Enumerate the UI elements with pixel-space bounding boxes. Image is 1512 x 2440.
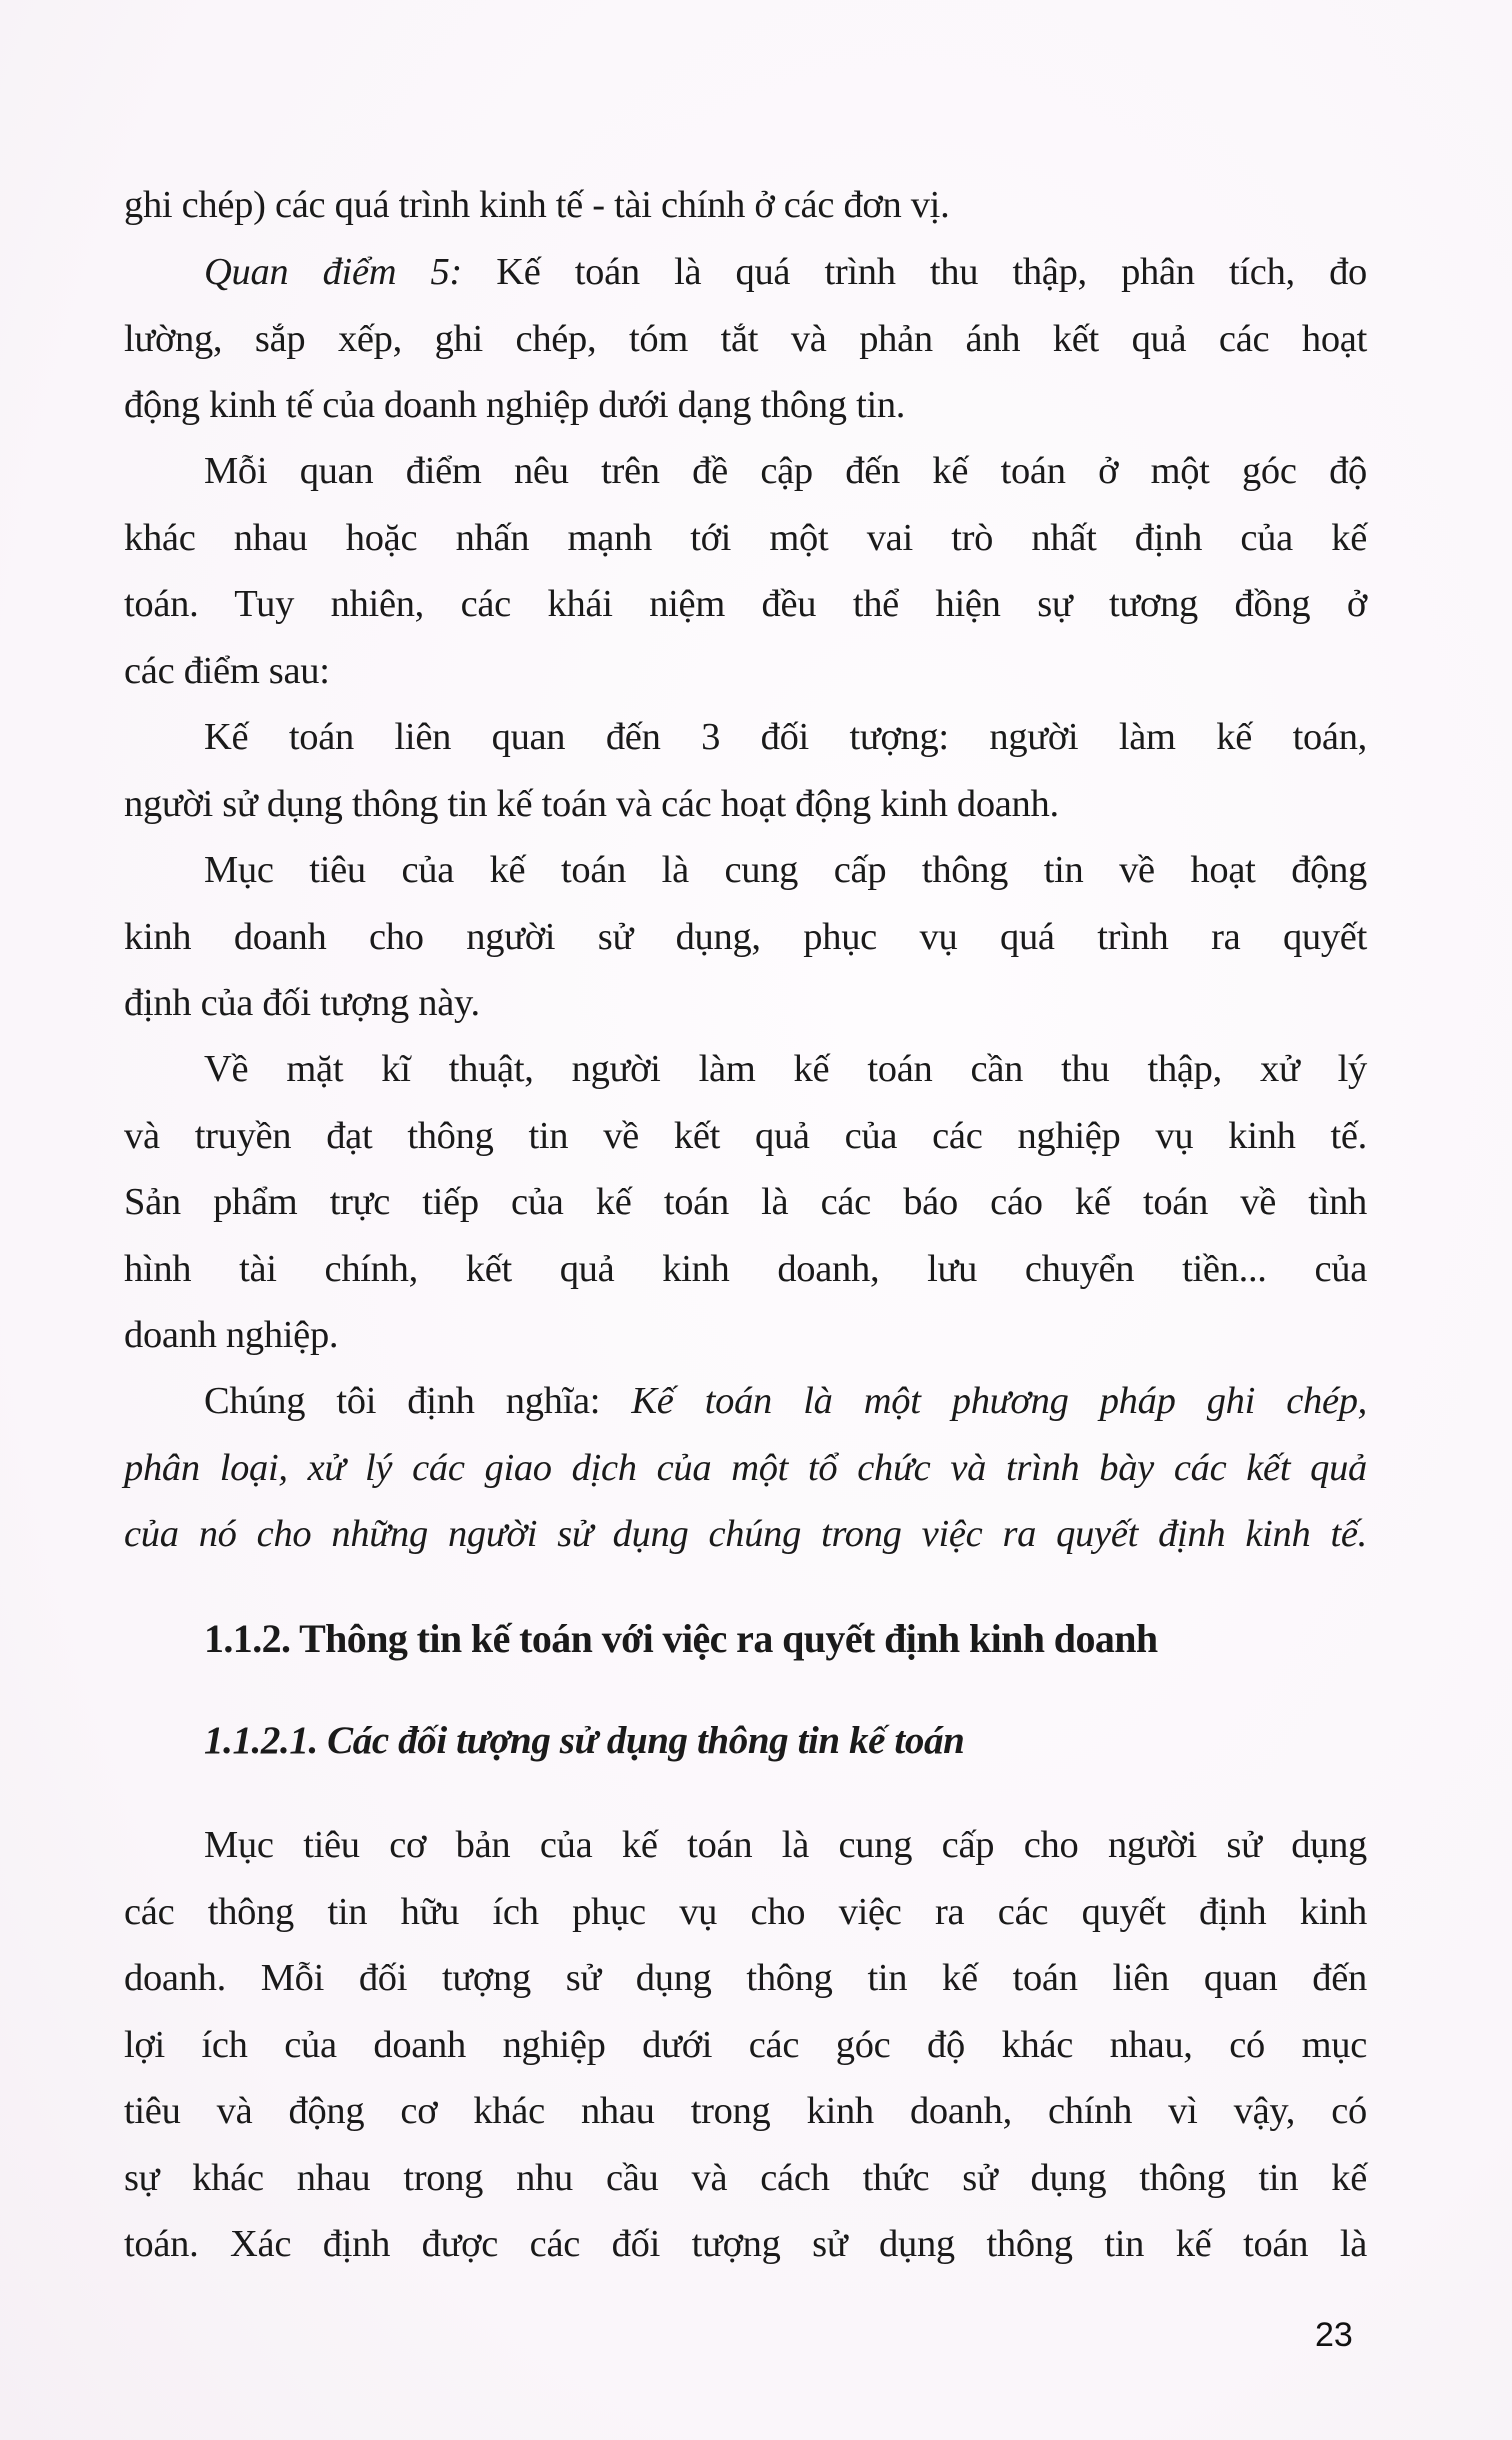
text-line: người sử dụng thông tin kế toán và các hoạt động kinh doanh.	[124, 782, 1059, 825]
paragraph-technical	[124, 1036, 1367, 1369]
text-line: động kinh tế của doanh nghiệp dưới dạng thông tin.	[124, 384, 906, 426]
text-line: và truyền đạt thông tin về kết quả của các nghiệp vụ kinh tế.	[124, 1114, 1367, 1157]
text-line: Về mặt kĩ thuật, người làm kế toán cần thu thập, xử lý	[204, 1048, 1367, 1090]
text-line: các thông tin hữu ích phục vụ cho việc ra các quyết định kinh	[124, 1890, 1367, 1933]
text-line: tiêu và động cơ khác nhau trong kinh doanh, chính vì vậy, có	[124, 2090, 1367, 2132]
text-line: Kế toán liên quan đến 3 đối tượng: người làm kế toán,	[204, 716, 1367, 758]
text-line: doanh nghiệp.	[124, 1314, 339, 1356]
text-line: khác nhau hoặc nhấn mạnh tới một vai trò nhất định của kế	[124, 516, 1367, 559]
text-line: định của đối tượng này.	[124, 982, 480, 1024]
text-line: lường, sắp xếp, ghi chép, tóm tắt và phản ánh kết quả các hoạt	[124, 317, 1367, 360]
paragraph-viewpoint-5	[124, 239, 1367, 439]
text-line: của nó cho những người sử dụng chúng trong việc ra quyết định kinh tế.	[124, 1513, 1367, 1555]
text-line: kinh doanh cho người sử dụng, phục vụ quá trình ra quyết	[124, 915, 1367, 958]
text-line: Mỗi quan điểm nêu trên đề cập đến kế toán ở một góc độ	[204, 450, 1367, 492]
paragraph-definition	[124, 1368, 1367, 1568]
subsection-heading: 1.1.2.1. Các đối tượng sử dụng thông tin kế toán	[204, 1719, 965, 1762]
definition-lead: Chúng tôi định nghĩa:	[204, 1380, 632, 1422]
section-heading: 1.1.2. Thông tin kế toán với việc ra quyết định kinh doanh	[204, 1616, 1158, 1661]
text-line: Quan điểm 5: Kế toán là quá trình thu thập, phân tích, đo	[204, 251, 1367, 293]
page-number: 23	[1315, 2316, 1353, 2354]
paragraph-information-users	[124, 1812, 1367, 2278]
text-line	[124, 1368, 1367, 1435]
paragraph-summary	[124, 438, 1367, 704]
paragraph-objective	[124, 837, 1367, 1037]
text-line: sự khác nhau trong nhu cầu và cách thức sử dụng thông tin kế	[124, 2156, 1367, 2199]
paragraph-three-subjects	[124, 704, 1367, 837]
definition-text: Kế toán là một phương pháp ghi chép,	[631, 1380, 1368, 1422]
text-line: Mục tiêu cơ bản của kế toán là cung cấp cho người sử dụng	[204, 1824, 1367, 1866]
viewpoint-label: Quan điểm 5:	[204, 251, 462, 293]
text-line: các điểm sau:	[124, 649, 330, 692]
text-line: Sản phẩm trực tiếp của kế toán là các báo cáo kế toán về tình	[124, 1181, 1367, 1223]
text-line: phân loại, xử lý các giao dịch của một tổ chức và trình bày các kết quả	[124, 1446, 1367, 1489]
text-line: toán. Tuy nhiên, các khái niệm đều thể hiện sự tương đồng ở	[124, 583, 1367, 625]
paragraph-continuation	[124, 172, 1367, 239]
text-line: toán. Xác định được các đối tượng sử dụng thông tin kế toán là	[124, 2223, 1367, 2265]
text-line: doanh. Mỗi đối tượng sử dụng thông tin kế toán liên quan đến	[124, 1957, 1367, 1999]
text-line: Mục tiêu của kế toán là cung cấp thông tin về hoạt động	[204, 849, 1367, 891]
text-line: ghi chép) các quá trình kinh tế - tài chính ở các đơn vị.	[124, 184, 950, 226]
text-line: lợi ích của doanh nghiệp dưới các góc độ khác nhau, có mục	[124, 2023, 1367, 2066]
text-line: hình tài chính, kết quả kinh doanh, lưu chuyển tiền... của	[124, 1247, 1367, 1290]
